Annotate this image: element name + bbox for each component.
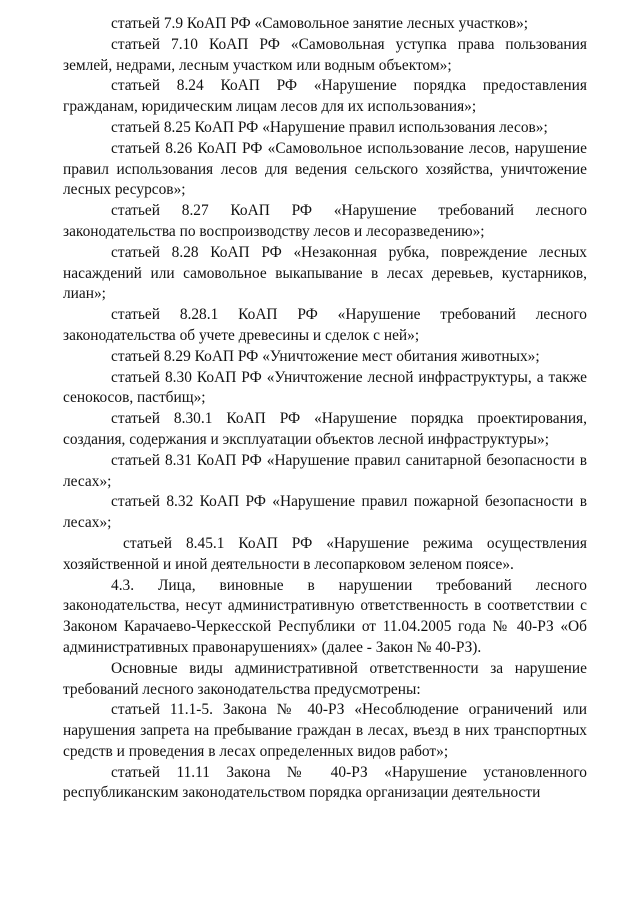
paragraph-art-8-32: статьей 8.32 КоАП РФ «Нарушение правил пожарной безопасности в лесах»; (63, 493, 587, 532)
paragraph-art-8-24: статьей 8.24 КоАП РФ «Нарушение порядка предоставления гражданам, юридическим лицам лесов для их использования»; (63, 77, 587, 116)
paragraph-art-8-26: статьей 8.26 КоАП РФ «Самовольное использование лесов, нарушение правил использования лесов для ведения сельского хозяйства, уничтожение лесных ресурсов»; (63, 139, 587, 199)
paragraph-art-8-45-1: статьей 8.45.1 КоАП РФ «Нарушение режима осуществления хозяйственной и иной деятельности в лесопарковом зеленом поясе». (63, 534, 587, 573)
paragraph-section-4-3: 4.3. Лица, виновные в нарушении требований лесного законодательства, несут административную ответственность в соответствии с Законом Карачаево-Черкесской Республики от 11.04.2005 года № 40-РЗ «Об административных правонарушениях» (далее - Закон № 40-РЗ). (63, 576, 587, 656)
paragraph-art-8-28-1: статьей 8.28.1 КоАП РФ «Нарушение требований лесного законодательства об учете древесины и сделок с ней»; (63, 306, 587, 344)
paragraph-art-8-30-1: статьей 8.30.1 КоАП РФ «Нарушение порядка проектирования, создания, содержания и эксплуатации объектов лесной инфраструктуры»; (63, 410, 587, 448)
paragraph-art-8-30: статьей 8.30 КоАП РФ «Уничтожение лесной инфраструктуры, а также сенокосов, пастбищ»; (63, 368, 587, 407)
paragraph-main-types: Основные виды административной ответственности за нарушение требований лесного законодательства предусмотрены: (63, 659, 587, 698)
paragraph-art-7-10: статьей 7.10 КоАП РФ «Самовольная уступка права пользования землей, недрами, лесным участком или водным объектом»; (63, 35, 587, 74)
paragraph-art-8-27: статьей 8.27 КоАП РФ «Нарушение требований лесного законодательства по воспроизводству лесов и лесоразведению»; (63, 202, 587, 240)
paragraph-art-8-25: статьей 8.25 КоАП РФ «Нарушение правил использования лесов»; (111, 118, 548, 136)
paragraph-art-8-29: статьей 8.29 КоАП РФ «Уничтожение мест обитания животных»; (111, 347, 540, 365)
paragraph-law-11-11: статьей 11.11 Закона № 40-РЗ «Нарушение установленного республиканским законодательством порядка организации деятельности (63, 763, 587, 802)
paragraph-art-8-28: статьей 8.28 КоАП РФ «Незаконная рубка, повреждение лесных насаждений или самовольное выкапывание в лесах деревьев, кустарников, лиан»; (63, 243, 587, 303)
paragraph-art-8-31: статьей 8.31 КоАП РФ «Нарушение правил санитарной безопасности в лесах»; (63, 451, 587, 490)
paragraph-law-11-1-5: статьей 11.1-5. Закона № 40-РЗ «Несоблюдение ограничений или нарушения запрета на пребывание граждан в лесах, въезд в них транспортных средств и проведения в лесах определенных видов работ»; (63, 701, 587, 760)
paragraph-art-7-9: статьей 7.9 КоАП РФ «Самовольное занятие лесных участков»; (111, 15, 529, 32)
document-body (63, 14, 587, 804)
